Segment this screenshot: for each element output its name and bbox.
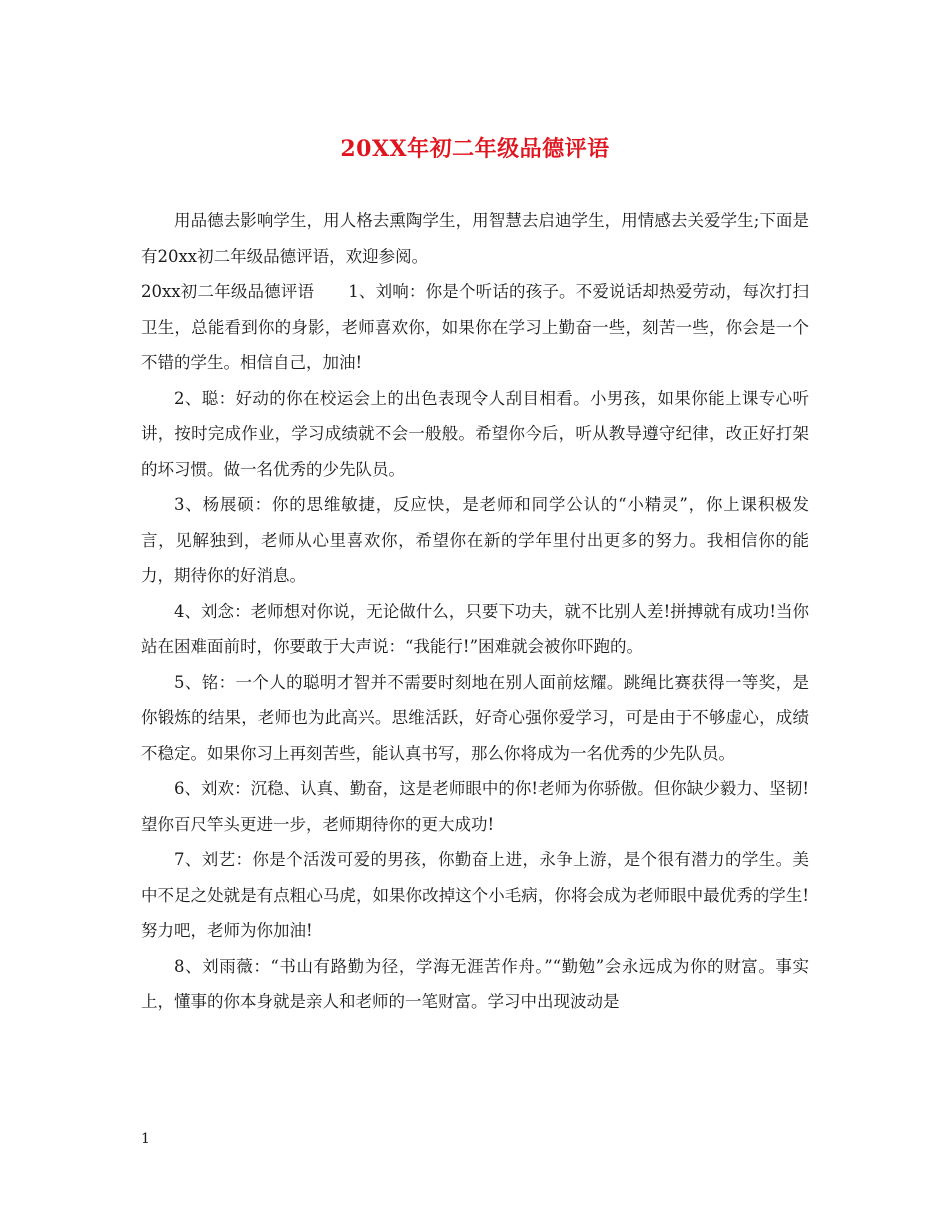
entry-text: 1、刘响：你是个听话的孩子。不爱说话却热爱劳动，每次打扫卫生，总能看到你的身影，老师喜欢你，如果你在学习上勤奋一些，刻苦一些，你会是一个不错的学生。相信自己，加油! <box>141 282 810 372</box>
entry-paragraph-3: 3、杨展硕：你的思维敏捷，反应快，是老师和同学公认的“小精灵”，你上课积极发言，见解独到，老师从心里喜欢你，希望你在新的学年里付出更多的努力。我相信你的能力，期待你的好消息。 <box>141 495 809 585</box>
entry-paragraph-1 <box>141 274 809 381</box>
entry-paragraph-7: 7、刘艺：你是个活泼可爱的男孩，你勤奋上进，永争上游，是个很有潜力的学生。美中不足之处就是有点粗心马虎，如果你改掉这个小毛病，你将会成为老师眼中最优秀的学生!努力吧，老师为你加油! <box>141 850 809 940</box>
intro-paragraph: 用品德去影响学生，用人格去熏陶学生，用智慧去启迪学生，用情感去关爱学生;下面是有20xx初二年级品德评语，欢迎参阅。 <box>141 211 809 266</box>
entry-paragraph-2: 2、聪：好动的你在校运会上的出色表现令人刮目相看。小男孩，如果你能上课专心听讲，按时完成作业，学习成绩就不会一般般。希望你今后，听从教导遵守纪律，改正好打架的坏习惯。做一名优秀的少先队员。 <box>141 388 809 479</box>
section-heading: 20xx初二年级品德评语 <box>141 282 315 301</box>
entry-paragraph-5: 5、铭：一个人的聪明才智并不需要时刻地在别人面前炫耀。跳绳比赛获得一等奖，是你锻炼的结果，老师也为此高兴。思维活跃，好奇心强你爱学习，可是由于不够虚心，成绩不稳定。如果你习上再刻苦些，能认真书写，那么你将成为一名优秀的少先队员。 <box>141 672 809 763</box>
document-title: 20XX年初二年级品德评语 <box>340 136 610 162</box>
page-number: 1 <box>141 1131 150 1147</box>
entry-paragraph-4: 4、刘念：老师想对你说，无论做什么，只要下功夫，就不比别人差!拼搏就有成功!当你站在困难面前时，你要敢于大声说：“我能行!”困难就会被你吓跑的。 <box>141 601 809 656</box>
entry-paragraph-6: 6、刘欢：沉稳、认真、勤奋，这是老师眼中的你!老师为你骄傲。但你缺少毅力、坚韧!望你百尺竿头更进一步，老师期待你的更大成功! <box>141 779 809 834</box>
document-body <box>141 203 809 1020</box>
entry-paragraph-8: 8、刘雨薇：“书山有路勤为径，学海无涯苦作舟。”“勤勉”会永远成为你的财富。事实上，懂事的你本身就是亲人和老师的一笔财富。学习中出现波动是 <box>141 956 809 1011</box>
